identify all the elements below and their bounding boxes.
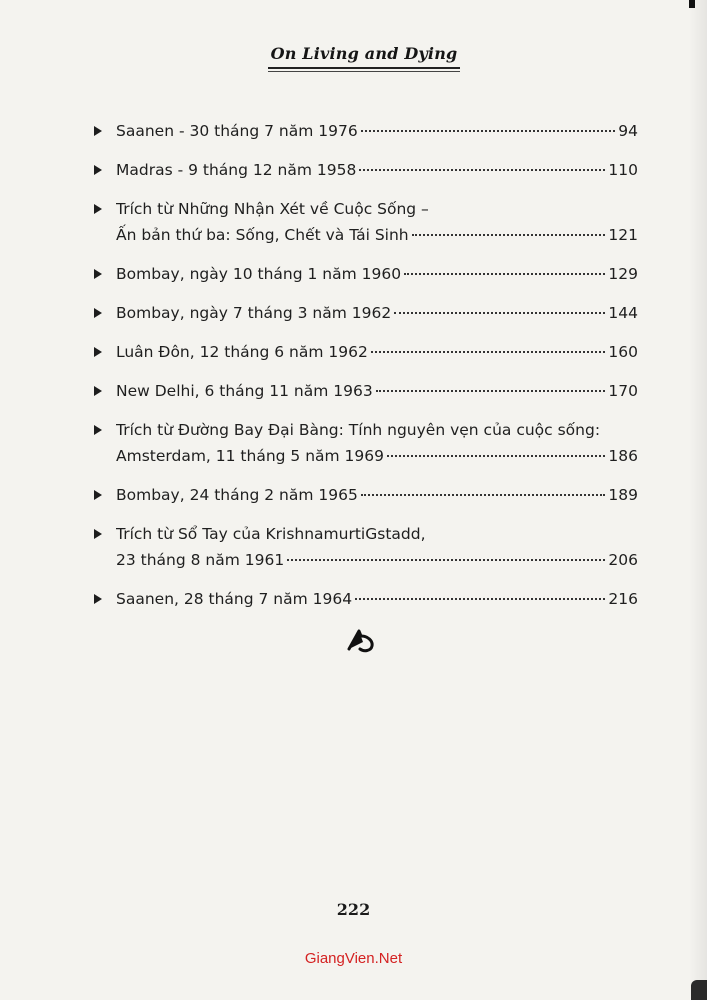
toc-entry-title: New Delhi, 6 tháng 11 năm 1963 [116,382,373,400]
dot-leader [404,273,605,275]
toc-page-number: 206 [608,551,638,569]
triangle-bullet-icon [94,490,102,500]
header-title: On Living and Dying [270,44,458,63]
corner-mark [689,0,695,8]
toc-item [94,300,638,326]
dot-leader [359,169,605,171]
toc-page-number: 110 [608,161,638,179]
toc-entry-last-line [116,261,638,287]
toc-entry-title: Bombay, ngày 10 tháng 1 năm 1960 [116,265,402,283]
running-header [268,44,460,72]
toc-page-number: 186 [608,447,638,465]
toc-page-number: 160 [608,343,638,361]
toc-item [94,261,638,287]
toc-entry-text [116,196,638,248]
dot-leader [371,351,606,353]
toc-entry-last-line [116,547,638,573]
triangle-bullet-icon [94,204,102,214]
toc-item [94,521,638,573]
toc-entry-text [116,417,638,469]
toc-entry-text [116,586,638,612]
toc-entry-last-line [116,300,638,326]
toc-item [94,586,638,612]
dot-leader [361,494,606,496]
toc-entry-last-line [116,482,638,508]
toc-page-number: 189 [608,486,638,504]
toc-item [94,417,638,469]
end-of-section-ornament-icon [346,627,376,653]
bottom-right-mark [691,980,707,1000]
triangle-bullet-icon [94,165,102,175]
triangle-bullet-icon [94,425,102,435]
toc-item [94,339,638,365]
toc-page-number: 121 [608,226,638,244]
toc-entry-last-line [116,222,638,248]
toc-entry-title: Ấn bản thứ ba: Sống, Chết và Tái Sinh [116,226,409,244]
dot-leader [387,455,605,457]
toc-item [94,118,638,144]
toc-page-number: 144 [608,304,638,322]
triangle-bullet-icon [94,269,102,279]
toc-entry-text [116,521,638,573]
toc-item [94,482,638,508]
dot-leader [355,598,605,600]
toc-entry-text [116,339,638,365]
toc-entry-line: Trích từ Sổ Tay của KrishnamurtiGstadd, [116,525,426,543]
toc-entry-text [116,300,638,326]
toc-page-number: 129 [608,265,638,283]
toc-entry-last-line [116,339,638,365]
dot-leader [361,130,616,132]
triangle-bullet-icon [94,529,102,539]
header-rule-thin [268,71,460,72]
dot-leader [394,312,605,314]
toc-entry-title: Luân Đôn, 12 tháng 6 năm 1962 [116,343,368,361]
page-number: 222 [336,900,371,919]
toc-item [94,157,638,183]
triangle-bullet-icon [94,126,102,136]
table-of-contents [94,118,638,625]
toc-entry-title: Bombay, ngày 7 tháng 3 năm 1962 [116,304,392,322]
toc-entry-text [116,157,638,183]
triangle-bullet-icon [94,347,102,357]
triangle-bullet-icon [94,594,102,604]
toc-page-number: 94 [618,122,638,140]
dot-leader [412,234,606,236]
toc-entry-last-line [116,378,638,404]
page-edge-shadow [689,0,707,1000]
toc-entry-last-line [116,586,638,612]
toc-entry-title: Amsterdam, 11 tháng 5 năm 1969 [116,447,385,465]
toc-entry-title: Madras - 9 tháng 12 năm 1958 [116,161,357,179]
toc-entry-title: Bombay, 24 tháng 2 năm 1965 [116,486,358,504]
triangle-bullet-icon [94,308,102,318]
toc-entry-last-line [116,118,638,144]
dot-leader [287,559,605,561]
toc-entry-line: Trích từ Đường Bay Đại Bàng: Tính nguyên vẹn của cuộc sống: [116,421,601,439]
toc-item [94,196,638,248]
toc-entry-text [116,378,638,404]
triangle-bullet-icon [94,386,102,396]
dot-leader [376,390,606,392]
toc-entry-line: Trích từ Những Nhận Xét về Cuộc Sống – [116,200,429,218]
watermark-text: GiangVien.Net [304,950,403,967]
toc-page-number: 170 [608,382,638,400]
toc-entry-text [116,118,638,144]
toc-entry-title: Saanen - 30 tháng 7 năm 1976 [116,122,358,140]
toc-item [94,378,638,404]
toc-entry-title: 23 tháng 8 năm 1961 [116,551,285,569]
toc-entry-text [116,261,638,287]
toc-entry-text [116,482,638,508]
toc-page-number: 216 [608,590,638,608]
toc-entry-title: Saanen, 28 tháng 7 năm 1964 [116,590,353,608]
toc-entry-last-line [116,443,638,469]
toc-entry-last-line [116,157,638,183]
header-rule [268,67,460,69]
